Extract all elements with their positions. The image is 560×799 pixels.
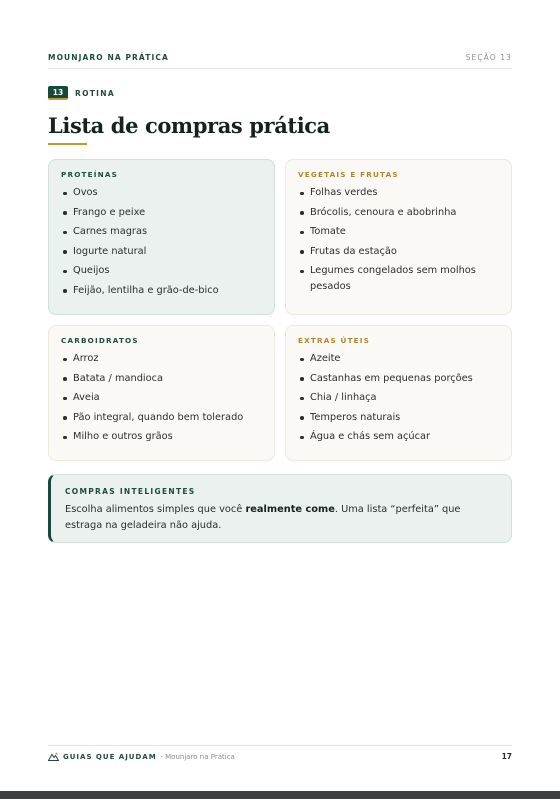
- header-section: SEÇÃO 13: [465, 53, 512, 62]
- item-list: [298, 351, 499, 445]
- list-item: Folhas verdes: [298, 185, 499, 201]
- list-item: Chia / linhaça: [298, 390, 499, 406]
- item-list: [298, 185, 499, 295]
- tip-text: [65, 502, 497, 534]
- section-label: ROTINA: [75, 88, 115, 98]
- mountain-icon: [48, 752, 59, 761]
- item-list: [61, 185, 262, 299]
- footer-brand: GUIAS QUE AJUDAM: [63, 752, 157, 761]
- item-list: [61, 351, 262, 445]
- list-item: Frango e peixe: [61, 205, 262, 221]
- list-item: Feijão, lentilha e grão-de-bico: [61, 283, 262, 299]
- page-footer: [48, 745, 512, 767]
- list-item: Batata / mandioca: [61, 371, 262, 387]
- page-title: Lista de compras prática: [48, 113, 330, 138]
- card-proteinas: [48, 159, 275, 315]
- footer-brand-group: [48, 752, 235, 761]
- running-header: [48, 53, 512, 69]
- list-item: Aveia: [61, 390, 262, 406]
- list-item: Iogurte natural: [61, 244, 262, 260]
- card-vegetais: [285, 159, 512, 315]
- tip-text-emphasis: realmente come: [245, 504, 335, 515]
- list-item: Milho e outros grãos: [61, 429, 262, 445]
- list-item: Temperos naturais: [298, 410, 499, 426]
- card-title: VEGETAIS E FRUTAS: [298, 170, 399, 179]
- section-tag: [48, 86, 115, 100]
- list-item: Água e chás sem açúcar: [298, 429, 499, 445]
- viewer-bottom-bar: [0, 791, 560, 799]
- header-title: MOUNJARO NA PRÁTICA: [48, 53, 169, 62]
- card-carboidratos: [48, 325, 275, 461]
- list-item: Carnes magras: [61, 224, 262, 240]
- list-item: Tomate: [298, 224, 499, 240]
- list-item: Castanhas em pequenas porções: [298, 371, 499, 387]
- tip-title: COMPRAS INTELIGENTES: [65, 487, 196, 496]
- title-underline: [48, 143, 87, 145]
- card-extras: [285, 325, 512, 461]
- list-item: Frutas da estação: [298, 244, 499, 260]
- page-number: 17: [501, 752, 512, 761]
- list-item: Arroz: [61, 351, 262, 367]
- list-item: Legumes congelados sem molhos pesados: [298, 263, 499, 295]
- card-title: EXTRAS ÚTEIS: [298, 336, 371, 345]
- card-title: PROTEÍNAS: [61, 170, 118, 179]
- card-title: CARBOIDRATOS: [61, 336, 139, 345]
- footer-publication: · Mounjaro na Prática: [160, 752, 235, 761]
- list-item: Pão integral, quando bem tolerado: [61, 410, 262, 426]
- tip-text-end: . Uma lista “perfeita” que estraga na geladeira não ajuda.: [65, 504, 461, 531]
- list-item: Queijos: [61, 263, 262, 279]
- tip-text-start: Escolha alimentos simples que você: [65, 504, 246, 515]
- list-item: Brócolis, cenoura e abobrinha: [298, 205, 499, 221]
- list-item: Ovos: [61, 185, 262, 201]
- tip-callout: [48, 474, 512, 543]
- section-number-badge: 13: [48, 86, 68, 100]
- list-item: Azeite: [298, 351, 499, 367]
